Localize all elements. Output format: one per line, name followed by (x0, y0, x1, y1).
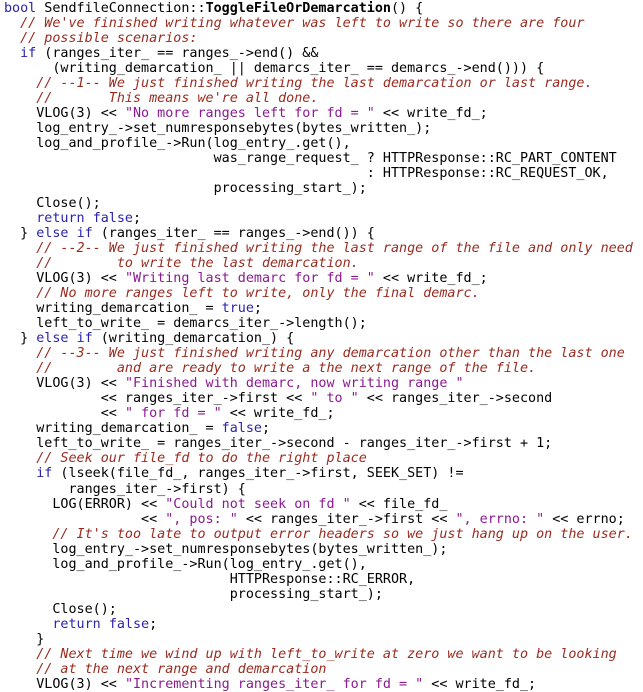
token-plain: ; (133, 211, 142, 227)
token-string: ", pos: " (165, 511, 238, 527)
token-plain: << ranges_iter_->second (358, 391, 553, 407)
token-plain: VLOG(3) << (4, 676, 125, 692)
token-comment: // --2-- We just finished writing the last range of the file and only need (36, 241, 633, 257)
token-plain: HTTPResponse::RC_ERROR, (4, 571, 416, 587)
code-line (4, 61, 643, 76)
token-string: "Writing last demarc for fd = " (124, 271, 375, 287)
token-plain (4, 527, 52, 542)
token-plain: VLOG(3) << (4, 271, 125, 287)
token-plain: ; (149, 616, 158, 632)
code-line (4, 662, 643, 677)
token-plain: << errno; (544, 511, 625, 527)
token-plain (85, 211, 93, 226)
code-line (4, 466, 643, 481)
code-line (4, 316, 643, 331)
token-string: "Could not seek on fd " (165, 496, 351, 512)
token-plain: left_to_write_ = demarcs_iter_->length(); (4, 316, 367, 332)
token-plain (101, 617, 109, 632)
token-comment: // and are ready to write a the next range of the file. (36, 361, 537, 377)
token-plain (4, 211, 36, 226)
token-string: " for fd = " (124, 406, 222, 422)
token-plain: writing_demarcation_ = (4, 301, 222, 317)
code-line (4, 286, 643, 301)
code-line (4, 106, 643, 121)
token-keyword: return (52, 616, 101, 632)
code-line (4, 31, 643, 46)
token-keyword: false (221, 421, 262, 437)
code-line (4, 451, 643, 466)
code-line (4, 346, 643, 361)
code-line (4, 211, 643, 226)
token-plain (4, 647, 36, 662)
token-plain: << file_fd_ (350, 496, 448, 512)
code-line (4, 572, 643, 587)
token-plain: VLOG(3) << (4, 106, 125, 122)
code-line (4, 482, 643, 497)
token-keyword: if (20, 46, 37, 62)
token-plain: << (4, 511, 166, 527)
token-string: ", errno: " (455, 511, 545, 527)
token-plain: ; (261, 421, 271, 437)
token-keyword: else (36, 331, 69, 347)
token-plain (4, 617, 52, 632)
token-keyword: else (36, 226, 69, 242)
code-line (4, 196, 643, 211)
token-string: "No more ranges left for fd = " (124, 106, 375, 122)
token-plain: LOG(ERROR) << (4, 496, 166, 512)
token-plain: (lseek(file_fd_, ranges_iter_->first, SEEK_SET) != (52, 466, 464, 482)
code-line (4, 136, 643, 151)
token-plain: ranges_iter_->first) { (4, 481, 246, 497)
token-keyword: return (36, 211, 85, 227)
token-comment: // No more ranges left to write, only the final demarc. (36, 286, 480, 302)
token-plain (4, 346, 36, 361)
code-line (4, 76, 643, 91)
token-plain: log_entry_->set_numresponsebytes(bytes_written_); (4, 121, 432, 137)
token-comment: // at the next range and demarcation (36, 661, 327, 677)
token-plain: log_entry_->set_numresponsebytes(bytes_written_); (4, 541, 448, 557)
token-plain: (writing_demarcation_) { (92, 331, 295, 347)
code-line (4, 361, 643, 376)
token-comment: // to write the last demarcation. (36, 256, 359, 272)
code-line (4, 46, 643, 61)
code-line (4, 647, 643, 662)
token-plain (4, 662, 36, 677)
token-plain: << write_fd_; (423, 676, 537, 692)
token-comment: // We've finished writing whatever was left to write so there are four (20, 16, 585, 32)
token-plain: } (4, 226, 37, 242)
token-plain: processing_start_); (4, 181, 367, 197)
code-line (4, 632, 643, 647)
code-line (4, 617, 643, 632)
code-line (4, 391, 643, 406)
token-plain: log_and_profile_->Run(log_entry_.get(), (4, 136, 351, 152)
code-line (4, 256, 643, 271)
code-line (4, 587, 643, 602)
token-plain: << write_fd_; (374, 271, 488, 287)
token-comment: // possible scenarios: (20, 31, 198, 47)
token-comment: // Seek our file_fd to do the right place (36, 451, 367, 467)
token-keyword: if (76, 226, 93, 242)
token-plain (4, 91, 36, 106)
token-comment: // Next time we wind up with left_to_write at zero we want to be looking (36, 646, 617, 662)
token-plain (4, 466, 36, 481)
token-function-name: ToggleFileOrDemarcation (205, 1, 391, 16)
token-plain: : HTTPResponse::RC_REQUEST_OK, (4, 166, 609, 182)
token-keyword: false (92, 211, 133, 227)
token-keyword: if (76, 331, 93, 347)
code-line (4, 602, 643, 617)
token-plain: was_range_request_ ? HTTPResponse::RC_PART_CONTENT (4, 151, 617, 167)
code-line (4, 1, 643, 16)
token-plain: << write_fd_; (374, 106, 488, 122)
token-plain: (ranges_iter_ == ranges_->end()) { (92, 226, 375, 242)
code-line (4, 557, 643, 572)
code-line (4, 91, 643, 106)
token-plain: Close(); (4, 196, 101, 212)
code-line (4, 121, 643, 136)
code-line (4, 226, 643, 241)
token-string: "Incrementing ranges_iter_ for fd = " (124, 676, 424, 692)
code-line (4, 527, 643, 542)
code-line (4, 542, 643, 557)
token-string: "Finished with demarc, now writing range " (124, 376, 464, 392)
token-keyword: bool (4, 1, 37, 16)
token-plain: Close(); (4, 601, 117, 617)
token-comment: // This means we're all done. (36, 91, 319, 107)
token-plain (4, 241, 36, 256)
token-plain (4, 31, 20, 46)
token-plain: } (4, 631, 45, 647)
token-plain: << ranges_iter_->first << (4, 391, 311, 407)
token-plain: << (4, 406, 125, 422)
code-line (4, 421, 643, 436)
token-keyword: true (221, 301, 254, 317)
token-plain: SendfileConnection:: (36, 1, 206, 16)
token-plain (4, 76, 36, 91)
code-line (4, 677, 643, 692)
code-line (4, 301, 643, 316)
token-plain: ; (253, 301, 262, 317)
token-plain: << ranges_iter_->first << (237, 511, 456, 527)
code-line (4, 497, 643, 512)
token-plain (69, 226, 77, 241)
token-comment: // --3-- We just finished writing any demarcation other than the last one (36, 346, 625, 362)
token-string: " to " (310, 391, 359, 407)
code-line (4, 331, 643, 346)
code-line (4, 271, 643, 286)
token-plain: () { (391, 1, 424, 16)
code-line (4, 436, 643, 451)
token-plain (4, 46, 20, 61)
token-plain: VLOG(3) << (4, 376, 125, 392)
code-line (4, 16, 643, 31)
token-plain (4, 16, 20, 31)
code-line (4, 512, 643, 527)
token-plain (4, 256, 36, 271)
token-plain: (writing_demarcation_ || demarcs_iter_ == demarcs_->end())) { (4, 61, 545, 77)
token-keyword: false (108, 616, 150, 632)
token-plain: log_and_profile_->Run(log_entry_.get(), (4, 556, 367, 572)
token-plain: left_to_write_ = ranges_iter_->second - ranges_iter_->first + 1; (4, 436, 553, 452)
code-line (4, 241, 643, 256)
token-plain: (ranges_iter_ == ranges_->end() && (36, 46, 319, 62)
token-plain: << write_fd_; (221, 406, 335, 422)
token-plain (4, 286, 36, 301)
token-plain: writing_demarcation_ = (4, 421, 222, 437)
token-plain (69, 331, 77, 346)
token-plain (4, 361, 36, 376)
token-plain: processing_start_); (4, 586, 383, 602)
token-keyword: if (36, 466, 53, 482)
token-comment: // It's too late to output error headers so we just hang up on the user. (52, 526, 633, 542)
code-line (4, 406, 643, 421)
code-line (4, 151, 643, 166)
code-line (4, 181, 643, 196)
token-plain (4, 451, 36, 466)
code-line (4, 166, 643, 181)
token-comment: // --1-- We just finished writing the last demarcation or last range. (36, 76, 593, 92)
token-plain: } (4, 331, 37, 347)
code-line (4, 376, 643, 391)
